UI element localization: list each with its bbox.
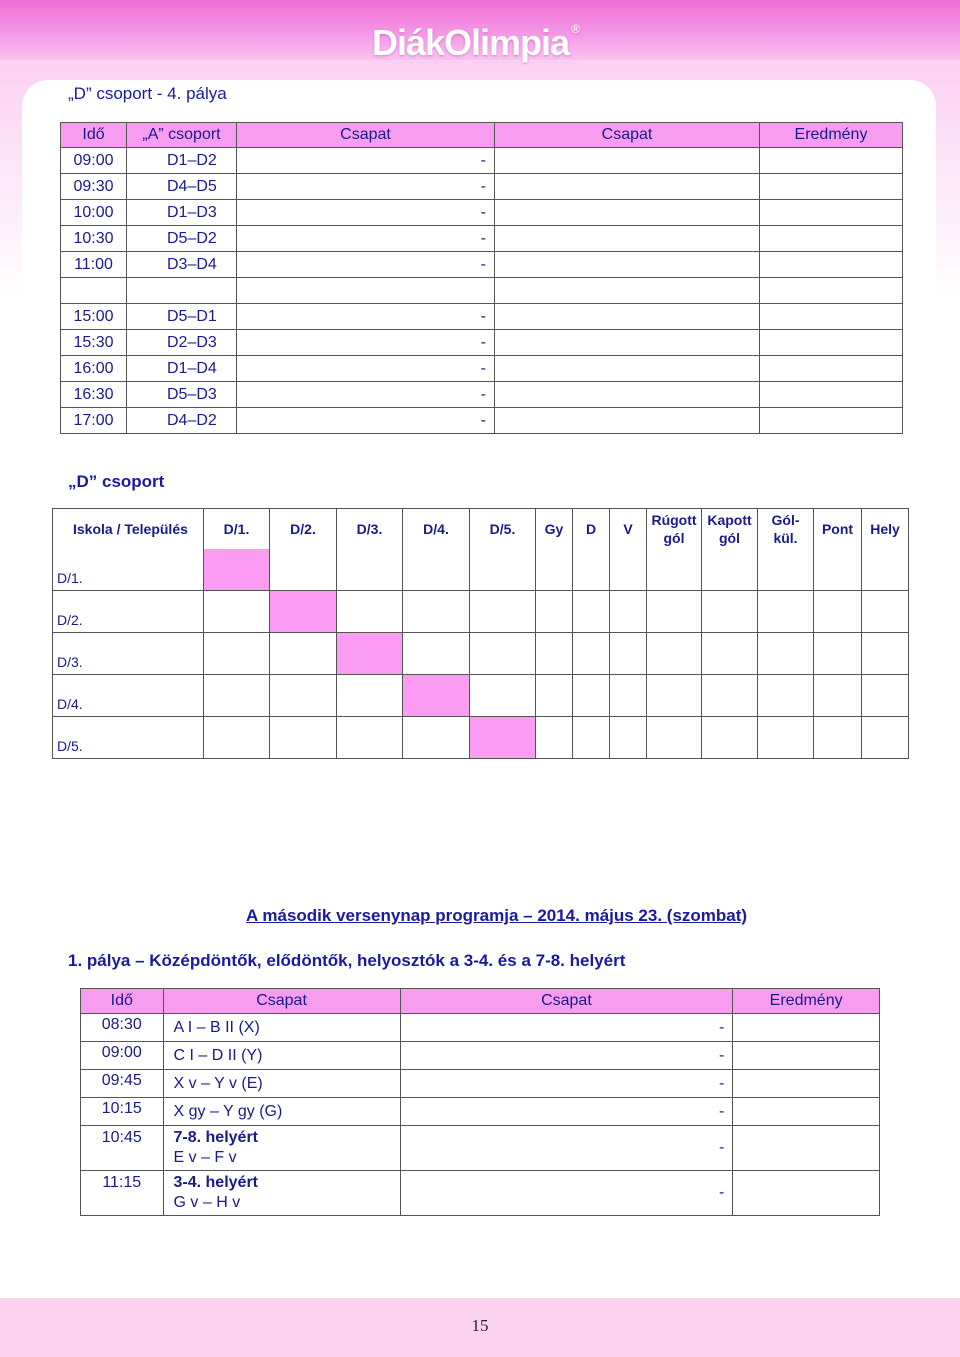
diagonal-cell [204,549,270,591]
diagonal-cell [403,675,470,717]
team-cell [495,200,760,226]
team-cell: - [237,356,495,382]
second-day-schedule-table [80,988,880,1216]
time-cell: 11:15 [81,1171,164,1216]
standings-row [53,717,909,759]
match-cell: D5–D1 [127,304,237,330]
table-row [81,1070,880,1098]
result-cell [760,304,903,330]
result-cell [760,356,903,382]
result-cell [733,1171,880,1216]
match-cell: D1–D2 [127,148,237,174]
stat-cell [536,633,573,675]
column-header-draws: D [573,509,610,550]
diagonal-cell [470,717,536,759]
team-cell: - [400,1042,733,1070]
table-header-row [61,123,903,148]
team-cell [495,408,760,434]
match-cell: D5–D2 [127,226,237,252]
score-cell [204,591,270,633]
score-cell [204,633,270,675]
stat-cell [862,591,909,633]
match-cell: 7-8. helyért E v – F v [163,1126,400,1171]
match-cell [127,278,237,304]
score-cell [337,591,403,633]
team-cell [495,148,760,174]
score-cell [337,717,403,759]
time-cell: 09:45 [81,1070,164,1098]
score-cell [470,591,536,633]
team-label: D/5. [53,717,204,759]
time-cell: 16:30 [61,382,127,408]
result-cell [733,1098,880,1126]
column-header-team: Csapat [400,989,733,1014]
column-header-team: Csapat [495,123,760,148]
column-header-losses: V [610,509,647,550]
stat-cell [610,675,647,717]
result-cell [760,200,903,226]
score-cell [470,633,536,675]
match-cell: D2–D3 [127,330,237,356]
column-header-time: Idő [81,989,164,1014]
team-cell: - [237,148,495,174]
stat-cell [647,675,702,717]
time-cell: 10:15 [81,1098,164,1126]
score-cell [337,675,403,717]
stat-cell [610,591,647,633]
team-label: D/4. [53,675,204,717]
match-cell: D4–D5 [127,174,237,200]
time-cell: 11:00 [61,252,127,278]
score-cell [403,549,470,591]
column-header-d5: D/5. [470,509,536,550]
column-header-school: Iskola / Település [53,509,204,550]
table-row [61,200,903,226]
standings-header-row [53,509,909,550]
team-cell: - [237,304,495,330]
table-row [81,1098,880,1126]
stat-cell [573,633,610,675]
stat-cell [862,675,909,717]
table-row [61,252,903,278]
score-cell [270,633,337,675]
standings-row [53,591,909,633]
standings-title: „D” csoport [68,472,165,491]
team-cell: - [400,1098,733,1126]
stat-cell [536,549,573,591]
result-cell [760,330,903,356]
score-cell [270,549,337,591]
stat-cell [573,675,610,717]
team-cell: - [237,408,495,434]
score-cell [403,717,470,759]
result-cell [733,1126,880,1171]
stat-cell [536,717,573,759]
match-cell: A I – B II (X) [163,1014,400,1042]
diakolimpia-logo: DiákOlimpia ® [372,22,579,63]
time-cell: 10:30 [61,226,127,252]
stat-cell [573,591,610,633]
time-cell: 09:00 [61,148,127,174]
column-header-goals-conceded: Kapott gól [702,509,758,550]
table-row [61,304,903,330]
table-row [61,330,903,356]
table-row [61,382,903,408]
team-label: D/1. [53,549,204,591]
team-cell [495,330,760,356]
column-header-group: „A” csoport [127,123,237,148]
column-header-points: Pont [814,509,862,550]
table-row [81,1014,880,1042]
page-number: 15 [471,1316,489,1335]
column-header-place: Hely [862,509,909,550]
stat-cell [536,591,573,633]
time-cell: 08:30 [81,1014,164,1042]
team-cell [495,174,760,200]
table-row [61,174,903,200]
score-cell [337,549,403,591]
diagonal-cell [337,633,403,675]
column-header-d1: D/1. [204,509,270,550]
score-cell [204,675,270,717]
score-cell [270,675,337,717]
table-row [61,226,903,252]
match-cell: D1–D4 [127,356,237,382]
stat-cell [702,675,758,717]
match-cell: X gy – Y gy (G) [163,1098,400,1126]
group-d-standings-table [52,508,909,759]
stat-cell [814,717,862,759]
team-cell: - [400,1126,733,1171]
team-cell [495,356,760,382]
stat-cell [862,549,909,591]
column-header-time: Idő [61,123,127,148]
match-cell: D5–D3 [127,382,237,408]
score-cell [470,549,536,591]
pitch-1-title: 1. pálya – Középdöntők, elődöntők, helyosztók a 3-4. és a 7-8. helyért [68,951,626,970]
stat-cell [573,549,610,591]
team-cell [495,226,760,252]
table-row [61,356,903,382]
stat-cell [647,591,702,633]
table-header-row [81,989,880,1014]
team-cell [495,382,760,408]
match-cell: D3–D4 [127,252,237,278]
team-cell [495,278,760,304]
time-cell: 10:45 [81,1126,164,1171]
result-cell [733,1014,880,1042]
diagonal-cell [270,591,337,633]
stat-cell [702,717,758,759]
time-cell: 09:30 [61,174,127,200]
score-cell [204,717,270,759]
stat-cell [758,591,814,633]
stat-cell [610,633,647,675]
result-cell [760,226,903,252]
match-cell: 3-4. helyért G v – H v [163,1171,400,1216]
result-cell [760,408,903,434]
team-cell [495,252,760,278]
stat-cell [758,717,814,759]
team-label: D/2. [53,591,204,633]
table-row [81,1126,880,1171]
group-d-title: „D” csoport - 4. pálya [68,84,227,103]
stat-cell [647,549,702,591]
stat-cell [862,633,909,675]
team-cell: - [237,226,495,252]
column-header-d4: D/4. [403,509,470,550]
result-cell [733,1070,880,1098]
time-cell: 15:00 [61,304,127,330]
column-header-goal-difference: Gól- kül. [758,509,814,550]
result-cell [760,148,903,174]
time-cell: 15:30 [61,330,127,356]
score-cell [470,675,536,717]
stat-cell [758,549,814,591]
result-cell [760,252,903,278]
match-cell: D1–D3 [127,200,237,226]
stat-cell [758,633,814,675]
score-cell [403,591,470,633]
table-row [81,1171,880,1216]
team-cell: - [237,330,495,356]
team-cell: - [400,1070,733,1098]
score-cell [403,633,470,675]
column-header-team: Csapat [163,989,400,1014]
team-cell: - [237,200,495,226]
column-header-result: Eredmény [733,989,880,1014]
stat-cell [814,633,862,675]
group-d-schedule-table [60,122,903,434]
stat-cell [536,675,573,717]
stat-cell [814,591,862,633]
team-cell [495,304,760,330]
stat-cell [610,717,647,759]
time-cell: 16:00 [61,356,127,382]
time-cell: 10:00 [61,200,127,226]
standings-row [53,675,909,717]
column-header-wins: Gy [536,509,573,550]
column-header-goals-scored: Rúgott gól [647,509,702,550]
stat-cell [702,633,758,675]
result-cell [760,174,903,200]
stat-cell [647,717,702,759]
stat-cell [647,633,702,675]
standings-row [53,549,909,591]
stat-cell [862,717,909,759]
table-row-empty [61,278,903,304]
column-header-team: Csapat [237,123,495,148]
team-cell [237,278,495,304]
table-row [81,1042,880,1070]
team-cell: - [237,252,495,278]
result-cell [760,278,903,304]
score-cell [270,717,337,759]
match-cell: D4–D2 [127,408,237,434]
second-day-title: A második versenynap programja – 2014. május 23. (szombat) [246,906,748,925]
time-cell: 17:00 [61,408,127,434]
stat-cell [610,549,647,591]
table-row [61,408,903,434]
result-cell [733,1042,880,1070]
team-cell: - [237,174,495,200]
team-cell: - [237,382,495,408]
time-cell: 09:00 [81,1042,164,1070]
column-header-d2: D/2. [270,509,337,550]
stat-cell [702,549,758,591]
time-cell [61,278,127,304]
table-row [61,148,903,174]
team-label: D/3. [53,633,204,675]
column-header-result: Eredmény [760,123,903,148]
stat-cell [758,675,814,717]
match-cell: X v – Y v (E) [163,1070,400,1098]
team-cell: - [400,1171,733,1216]
column-header-d3: D/3. [337,509,403,550]
stat-cell [573,717,610,759]
stat-cell [702,591,758,633]
standings-row [53,633,909,675]
team-cell: - [400,1014,733,1042]
result-cell [760,382,903,408]
stat-cell [814,675,862,717]
stat-cell [814,549,862,591]
match-cell: C I – D II (Y) [163,1042,400,1070]
